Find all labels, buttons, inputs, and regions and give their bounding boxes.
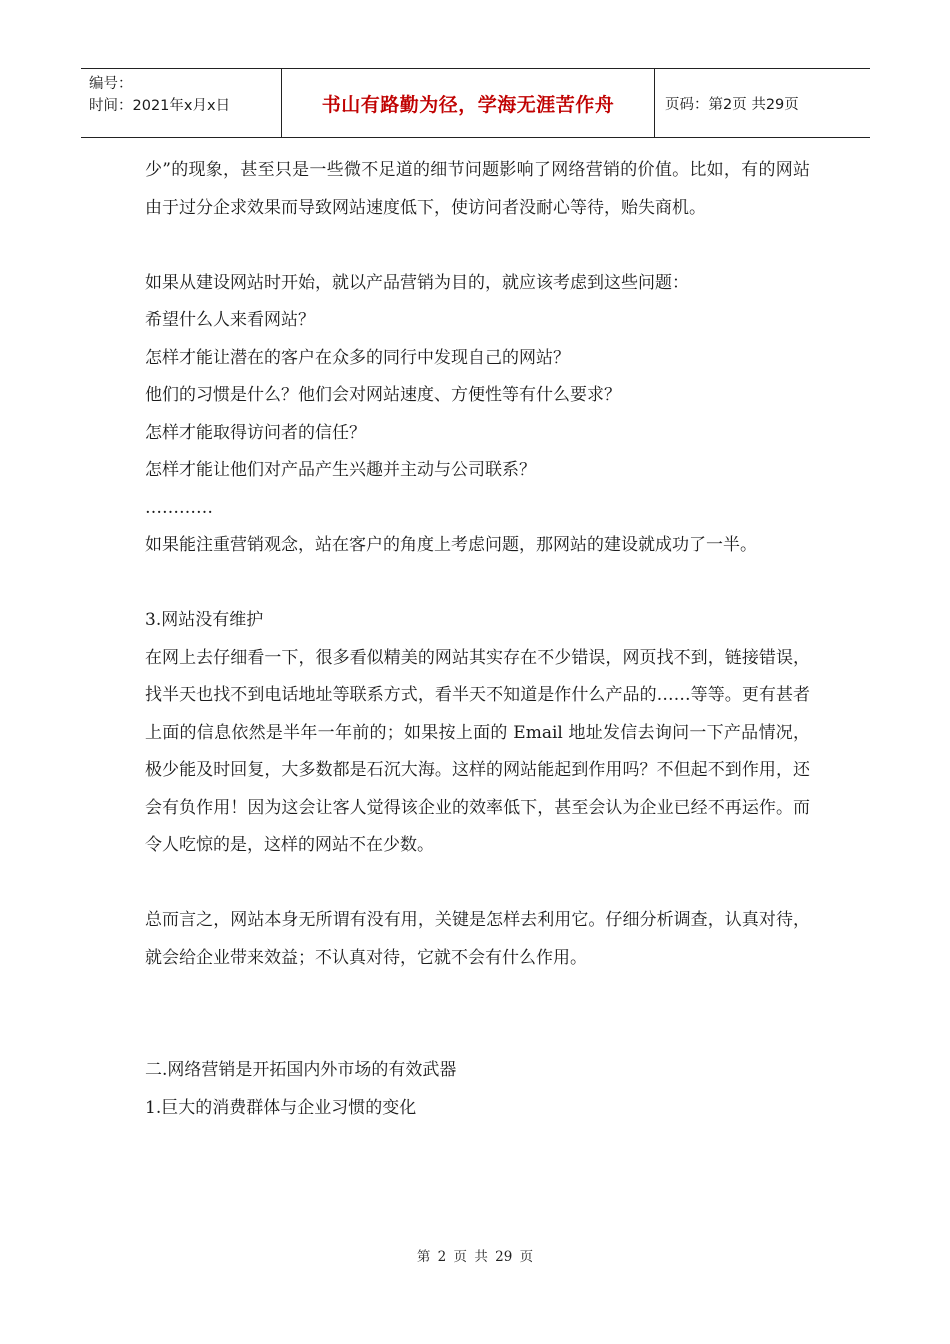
question-5: 怎样才能让他们对产品产生兴趣并主动与公司联系？ (145, 460, 536, 480)
header-meta (81, 69, 281, 137)
paragraph-2: 如果从建设网站时开始，就以产品营销为目的，就应该考虑到这些问题： (145, 272, 689, 293)
paragraph-4: 在网上去仔细看一下，很多看似精美的网站其实存在不少错误，网页找不到，链接错误，找半天也找不到电话地址等联系方式，看半天不知道是作什么产品的……等等。更有甚者上面的信息依然是半年一年前的；如果按上面的 Email 地址发信去询问一下产品情况，极少能及时回复，大多数都是石沉大海。这样的网站能起到作用吗？不但起不到作用，还会有负作用！因为这会让客人觉得该企业的效率低下，甚至会认为企业已经不再运作。而令人吃惊的是，这样的网站不在少数。 (145, 647, 810, 855)
page-header (81, 68, 870, 138)
header-code-label: 编号： (89, 76, 133, 92)
header-motto: 书山有路勤为径，学海无涯苦作舟 (321, 93, 615, 116)
document-body (145, 152, 810, 1127)
paragraph-5: 总而言之，网站本身无所谓有没有用，关键是怎样去利用它。仔细分析调查，认真对待，就会给企业带来效益；不认真对待，它就不会有什么作用。 (145, 910, 810, 968)
subsection-1-heading: 1.巨大的消费群体与企业习惯的变化 (145, 1097, 417, 1118)
header-date-label: 时间：2021年x月x日 (89, 98, 231, 114)
heading-website-no-maintenance: 3.网站没有维护 (145, 610, 264, 630)
section-2-heading: 二.网络营销是开拓国内外市场的有效武器 (145, 1060, 457, 1080)
header-motto-cell (281, 69, 655, 137)
header-page-info: 页码：第2页 共29页 (665, 96, 799, 113)
question-2: 怎样才能让潜在的客户在众多的同行中发现自己的网站？ (145, 347, 570, 368)
question-3: 他们的习惯是什么？他们会对网站速度、方便性等有什么要求？ (145, 385, 621, 405)
page-footer: 第 2 页 共 29 页 (416, 1249, 534, 1265)
ellipsis-line: ………… (145, 497, 213, 518)
question-1: 希望什么人来看网站？ (145, 310, 315, 330)
paragraph-1: 少”的现象，甚至只是一些微不足道的细节问题影响了网络营销的价值。比如，有的网站由于过分企求效果而导致网站速度低下，使访问者没耐心等待，贻失商机。 (145, 160, 810, 218)
question-4: 怎样才能取得访问者的信任？ (145, 422, 366, 443)
paragraph-3: 如果能注重营销观念，站在客户的角度上考虑问题，那网站的建设就成功了一半。 (145, 535, 757, 555)
